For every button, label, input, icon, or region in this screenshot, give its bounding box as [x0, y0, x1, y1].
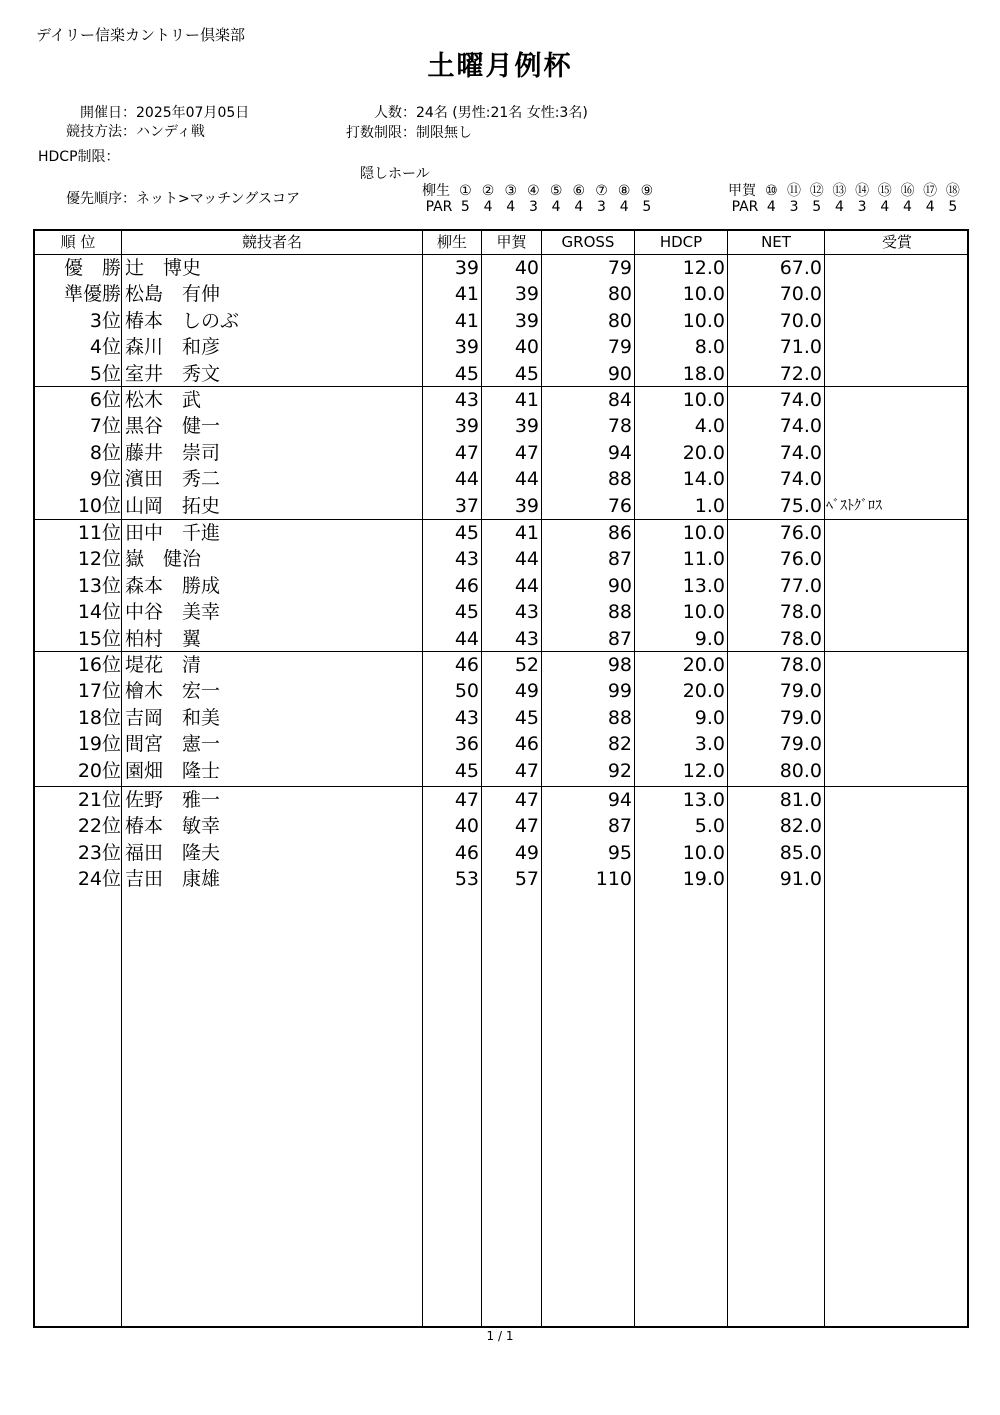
method-value: ハンディ戦: [136, 124, 205, 140]
award-cell: ﾍﾞｽﾄｸﾞﾛｽ: [826, 497, 882, 514]
player-name-cell: 松木 武: [125, 389, 202, 411]
priority-value: ネット>マッチングスコア: [136, 191, 301, 207]
hole-par: 3: [789, 199, 799, 215]
table-row: [35, 813, 967, 840]
rank-cell: 11位: [77, 522, 121, 544]
gross-cell: 90: [607, 574, 632, 597]
award-cell: [826, 255, 966, 282]
gross-cell: 92: [607, 759, 632, 782]
gross-cell: 88: [607, 601, 632, 624]
award-cell: [826, 787, 966, 814]
yagyu-score-cell: 39: [454, 415, 479, 438]
hole-par: 4: [483, 199, 493, 215]
yagyu-score-cell: 36: [454, 733, 479, 756]
method-label: 競技方法：: [66, 124, 136, 140]
hdcp-cell: 10.0: [682, 522, 725, 544]
koga-score-cell: 47: [514, 815, 539, 838]
hole-par: 4: [834, 199, 844, 215]
hole-number: ⑦: [595, 183, 608, 199]
gross-cell: 88: [607, 706, 632, 729]
page-number: 1 / 1: [486, 1329, 514, 1343]
hdcp-cell: 5.0: [694, 815, 725, 838]
results-table: [33, 229, 969, 1328]
back-par-row: [730, 199, 964, 215]
hole-par: 4: [766, 199, 776, 215]
gross-cell: 86: [607, 522, 632, 544]
hidden-holes-caption: 隠しホール: [360, 166, 430, 182]
koga-score-cell: 43: [514, 627, 539, 650]
yagyu-score-cell: 47: [454, 441, 479, 464]
player-name-cell: 濱田 秀二: [125, 468, 221, 491]
rank-cell: 10位: [77, 494, 121, 517]
rank-cell: 3位: [89, 309, 121, 332]
hole-par: 4: [574, 199, 584, 215]
table-row: [35, 334, 967, 361]
yagyu-score-cell: 39: [454, 257, 479, 279]
rank-cell: 14位: [77, 601, 121, 624]
participants-label: 人数：: [374, 105, 416, 121]
award-cell: [826, 652, 966, 679]
table-row: [35, 546, 967, 573]
gross-cell: 94: [607, 789, 632, 811]
table-row: [35, 787, 967, 814]
net-cell: 79.0: [779, 706, 822, 729]
hole-number: ⑮: [877, 183, 892, 199]
hole-number: ⑨: [640, 183, 654, 199]
hole-number: ⑤: [549, 183, 563, 199]
player-name-cell: 檜木 宏一: [125, 680, 221, 703]
rank-cell: 16位: [77, 654, 121, 676]
net-cell: 79.0: [779, 733, 822, 756]
net-cell: 74.0: [779, 389, 822, 411]
net-cell: 79.0: [779, 680, 822, 703]
table-row: [35, 626, 967, 653]
rank-cell: 17位: [77, 680, 121, 703]
rank-cell: 12位: [77, 548, 121, 571]
table-row: [35, 255, 967, 282]
koga-score-cell: 39: [514, 309, 539, 332]
table-row: [35, 573, 967, 600]
koga-score-cell: 39: [514, 283, 539, 306]
net-cell: 67.0: [779, 257, 822, 279]
participants-value: 24名 (男性:21名 女性:3名): [416, 105, 588, 121]
gross-cell: 87: [607, 548, 632, 571]
front-holes-row: [418, 180, 658, 200]
net-cell: 74.0: [779, 468, 822, 491]
table-row: [35, 281, 967, 308]
koga-score-cell: 41: [514, 389, 539, 411]
hdcp-limit-field: [38, 146, 120, 166]
rank-cell: 15位: [77, 627, 121, 650]
hole-par: 5: [812, 199, 822, 215]
gross-cell: 82: [607, 733, 632, 756]
rank-cell: 21位: [77, 789, 121, 811]
hdcp-cell: 11.0: [682, 548, 725, 571]
gross-cell: 80: [607, 309, 632, 332]
gross-cell: 95: [607, 841, 632, 864]
hdcp-cell: 12.0: [682, 257, 725, 279]
table-row: [35, 840, 967, 867]
rank-cell: 6位: [89, 389, 121, 411]
stroke-limit-value: 制限無し: [416, 125, 472, 141]
player-name-cell: 森川 和彦: [125, 336, 221, 359]
award-cell: [826, 546, 966, 573]
net-cell: 74.0: [779, 441, 822, 464]
hdcp-cell: 10.0: [682, 601, 725, 624]
koga-score-cell: 39: [514, 415, 539, 438]
yagyu-score-cell: 41: [454, 283, 479, 306]
front-par-values: [454, 199, 658, 215]
hdcp-cell: 13.0: [682, 789, 725, 811]
award-cell: [826, 440, 966, 467]
back-course-label: 甲賀: [728, 183, 756, 199]
player-name-cell: 福田 隆夫: [125, 841, 221, 864]
hdcp-cell: 10.0: [682, 283, 725, 306]
gross-cell: 87: [607, 815, 632, 838]
hdcp-cell: 14.0: [682, 468, 725, 491]
koga-score-cell: 44: [514, 548, 539, 571]
koga-score-cell: 57: [514, 868, 539, 891]
page-title: 土曜月例杯: [427, 51, 573, 82]
yagyu-score-cell: 46: [454, 841, 479, 864]
gross-cell: 90: [607, 362, 632, 385]
hole-number: ⑫: [809, 183, 824, 199]
hole-number: ⑧: [617, 183, 631, 199]
player-name-cell: 中谷 美幸: [125, 601, 221, 624]
hdcp-cell: 9.0: [694, 706, 725, 729]
rank-cell: 20位: [77, 759, 121, 782]
hdcp-cell: 20.0: [682, 680, 725, 703]
player-name-cell: 藤井 崇司: [125, 441, 221, 464]
award-cell: [826, 626, 966, 653]
award-cell: [826, 840, 966, 867]
yagyu-score-cell: 41: [454, 309, 479, 332]
player-name-cell: 間宮 憲一: [125, 733, 221, 756]
gross-cell: 79: [607, 257, 632, 279]
hdcp-cell: 8.0: [694, 336, 725, 359]
table-row: [35, 493, 967, 520]
koga-score-cell: 44: [514, 574, 539, 597]
yagyu-score-cell: 50: [454, 680, 479, 703]
table-row: [35, 440, 967, 467]
hdcp-cell: 3.0: [694, 733, 725, 756]
hole-par: 5: [460, 199, 470, 215]
front-course-label: 柳生: [422, 183, 450, 199]
hole-number: ③: [504, 183, 517, 199]
award-cell: [826, 813, 966, 840]
table-row: [35, 387, 967, 414]
hdcp-cell: 10.0: [682, 841, 725, 864]
table-row: [35, 678, 967, 705]
hole-par: 4: [925, 199, 935, 215]
rank-cell: 22位: [77, 815, 121, 838]
net-cell: 70.0: [779, 309, 822, 332]
player-name-cell: 山岡 拓史: [125, 494, 221, 517]
hdcp-cell: 20.0: [682, 654, 725, 676]
rank-cell: 準優勝: [63, 283, 121, 306]
yagyu-score-cell: 47: [454, 789, 479, 811]
rank-cell: 19位: [77, 733, 121, 756]
player-name-cell: 柏村 翼: [125, 627, 202, 650]
table-row: [35, 652, 967, 679]
award-cell: [826, 573, 966, 600]
net-cell: 76.0: [779, 548, 822, 571]
koga-score-cell: 47: [514, 759, 539, 782]
yagyu-score-cell: 45: [454, 522, 479, 544]
table-row: [35, 361, 967, 388]
net-cell: 78.0: [779, 627, 822, 650]
player-name-cell: 森本 勝成: [125, 574, 221, 597]
priority-field: [40, 188, 300, 208]
yagyu-score-cell: 43: [454, 706, 479, 729]
method-field: [40, 121, 205, 141]
yagyu-score-cell: 40: [454, 815, 479, 838]
yagyu-score-cell: 39: [454, 336, 479, 359]
award-cell: [826, 334, 966, 361]
hdcp-limit-label: HDCP制限：: [38, 149, 120, 165]
player-name-cell: 佐野 雅一: [125, 789, 221, 811]
gross-cell: 76: [607, 494, 632, 517]
net-cell: 91.0: [779, 868, 822, 891]
net-cell: 82.0: [779, 815, 822, 838]
net-cell: 77.0: [779, 574, 822, 597]
gross-cell: 84: [607, 389, 632, 411]
koga-score-cell: 41: [514, 522, 539, 544]
front-hole-numbers: [454, 183, 658, 199]
hole-number: ⑯: [900, 183, 915, 199]
net-cell: 74.0: [779, 415, 822, 438]
player-name-cell: 松島 有伸: [125, 283, 221, 306]
award-cell: [826, 413, 966, 440]
rank-cell: 13位: [77, 574, 121, 597]
gross-cell: 94: [607, 441, 632, 464]
hdcp-cell: 19.0: [682, 868, 725, 891]
award-cell: [826, 308, 966, 335]
koga-score-cell: 49: [514, 680, 539, 703]
table-row: [35, 866, 967, 893]
gross-cell: 80: [607, 283, 632, 306]
player-name-cell: 辻 博史: [125, 257, 202, 279]
koga-score-cell: 47: [514, 441, 539, 464]
award-cell: [826, 599, 966, 626]
hdcp-cell: 12.0: [682, 759, 725, 782]
header-hdcp: HDCP: [659, 233, 703, 251]
front-par-row: [424, 199, 658, 215]
header-koga: 甲賀: [496, 233, 527, 251]
player-name-cell: 園畑 隆士: [125, 759, 221, 782]
table-row: [35, 413, 967, 440]
hdcp-cell: 10.0: [682, 309, 725, 332]
rank-cell: 18位: [77, 706, 121, 729]
hdcp-cell: 13.0: [682, 574, 725, 597]
hole-par: 3: [528, 199, 538, 215]
gross-cell: 87: [607, 627, 632, 650]
hole-par: 5: [642, 199, 652, 215]
back-par-label: PAR: [731, 199, 759, 215]
hole-par: 4: [551, 199, 561, 215]
koga-score-cell: 40: [514, 336, 539, 359]
net-cell: 76.0: [779, 522, 822, 544]
header-rank: 順 位: [60, 233, 96, 251]
award-cell: [826, 866, 966, 893]
header-gross: GROSS: [561, 233, 615, 251]
table-row: [35, 705, 967, 732]
award-cell: [826, 466, 966, 493]
yagyu-score-cell: 44: [454, 627, 479, 650]
yagyu-score-cell: 44: [454, 468, 479, 491]
table-row: [35, 731, 967, 758]
award-cell: [826, 758, 966, 785]
player-name-cell: 田中 千進: [125, 522, 221, 544]
rank-cell: 5位: [89, 362, 121, 385]
hole-number: ⑱: [945, 183, 960, 199]
hdcp-cell: 18.0: [682, 362, 725, 385]
hole-number: ⑬: [832, 183, 847, 199]
rank-cell: 24位: [77, 868, 121, 891]
hole-par: 5: [948, 199, 958, 215]
gross-cell: 110: [595, 868, 632, 891]
yagyu-score-cell: 45: [454, 601, 479, 624]
hdcp-cell: 10.0: [682, 389, 725, 411]
award-cell: [826, 387, 966, 414]
player-name-cell: 室井 秀文: [125, 362, 221, 385]
participants-field: [316, 102, 588, 122]
award-cell: [826, 281, 966, 308]
hdcp-cell: 9.0: [694, 627, 725, 650]
gross-cell: 88: [607, 468, 632, 491]
gross-cell: 78: [607, 415, 632, 438]
player-name-cell: 吉田 康雄: [125, 868, 221, 891]
rank-cell: 優 勝: [63, 257, 121, 279]
hole-number: ⑰: [923, 183, 938, 199]
hole-number: ⑭: [855, 183, 870, 199]
gross-cell: 99: [607, 680, 632, 703]
table-row: [35, 466, 967, 493]
hole-number: ①: [459, 183, 472, 199]
net-cell: 71.0: [779, 336, 822, 359]
koga-score-cell: 43: [514, 601, 539, 624]
net-cell: 70.0: [779, 283, 822, 306]
yagyu-score-cell: 43: [454, 389, 479, 411]
hole-par: 4: [619, 199, 629, 215]
hdcp-cell: 1.0: [694, 494, 725, 517]
net-cell: 85.0: [779, 841, 822, 864]
yagyu-score-cell: 53: [454, 868, 479, 891]
player-name-cell: 椿本 敏幸: [125, 815, 221, 838]
header-yagyu: 柳生: [436, 233, 467, 251]
net-cell: 78.0: [779, 654, 822, 676]
yagyu-score-cell: 37: [454, 494, 479, 517]
yagyu-score-cell: 46: [454, 654, 479, 676]
player-name-cell: 吉岡 和美: [125, 706, 221, 729]
back-par-values: [760, 199, 964, 215]
koga-score-cell: 52: [514, 654, 539, 676]
back-holes-row: [724, 180, 964, 200]
hole-number: ②: [481, 183, 495, 199]
header-award: 受賞: [881, 233, 912, 251]
net-cell: 75.0: [779, 494, 822, 517]
player-name-cell: 嶽 健治: [125, 548, 202, 571]
date-field: [40, 102, 249, 122]
rank-cell: 9位: [89, 468, 121, 491]
award-cell: [826, 678, 966, 705]
hdcp-cell: 20.0: [682, 441, 725, 464]
koga-score-cell: 45: [514, 706, 539, 729]
net-cell: 78.0: [779, 601, 822, 624]
rank-cell: 8位: [89, 441, 121, 464]
table-row: [35, 308, 967, 335]
award-cell: [826, 705, 966, 732]
gross-cell: 79: [607, 336, 632, 359]
hole-par: 4: [903, 199, 912, 215]
yagyu-score-cell: 45: [454, 759, 479, 782]
stroke-limit-label: 打数制限：: [346, 125, 416, 141]
rank-cell: 4位: [89, 336, 121, 359]
header-name: 競技者名: [241, 233, 302, 251]
back-hole-numbers: [760, 180, 964, 200]
hole-par: 3: [597, 199, 606, 215]
gross-cell: 98: [607, 654, 632, 676]
table-row: [35, 599, 967, 626]
player-name-cell: 椿本 しのぶ: [125, 309, 240, 332]
award-cell: [826, 361, 966, 388]
stroke-limit-field: [316, 122, 472, 142]
hole-par: 4: [880, 199, 890, 215]
hdcp-cell: 4.0: [694, 415, 725, 438]
yagyu-score-cell: 46: [454, 574, 479, 597]
table-row: [35, 520, 967, 547]
hole-number: ⑩: [765, 183, 778, 199]
hole-number: ④: [527, 183, 540, 199]
hole-par: 4: [506, 199, 516, 215]
net-cell: 80.0: [779, 759, 822, 782]
koga-score-cell: 44: [514, 468, 539, 491]
front-par-label: PAR: [425, 199, 453, 215]
hole-number: ⑪: [787, 183, 802, 199]
koga-score-cell: 49: [514, 841, 539, 864]
hole-par: 3: [857, 199, 867, 215]
koga-score-cell: 39: [514, 494, 539, 517]
player-name-cell: 黒谷 健一: [125, 415, 221, 438]
koga-score-cell: 45: [514, 362, 539, 385]
yagyu-score-cell: 45: [454, 362, 479, 385]
koga-score-cell: 46: [514, 733, 539, 756]
award-cell: [826, 731, 966, 758]
header-net: NET: [761, 233, 791, 251]
date-value: 2025年07月05日: [136, 105, 250, 121]
rank-cell: 23位: [77, 841, 121, 864]
hole-number: ⑥: [572, 183, 586, 199]
yagyu-score-cell: 43: [454, 548, 479, 571]
rank-cell: 7位: [89, 415, 121, 438]
date-label: 開催日：: [80, 105, 136, 121]
priority-label: 優先順序：: [66, 191, 136, 207]
club-name: デイリー信楽カントリー倶楽部: [36, 26, 245, 44]
koga-score-cell: 40: [514, 257, 539, 279]
net-cell: 72.0: [779, 362, 822, 385]
table-row: [35, 758, 967, 785]
koga-score-cell: 47: [514, 789, 539, 811]
net-cell: 81.0: [779, 789, 822, 811]
player-name-cell: 堤花 清: [125, 654, 202, 676]
award-cell: [826, 520, 966, 547]
